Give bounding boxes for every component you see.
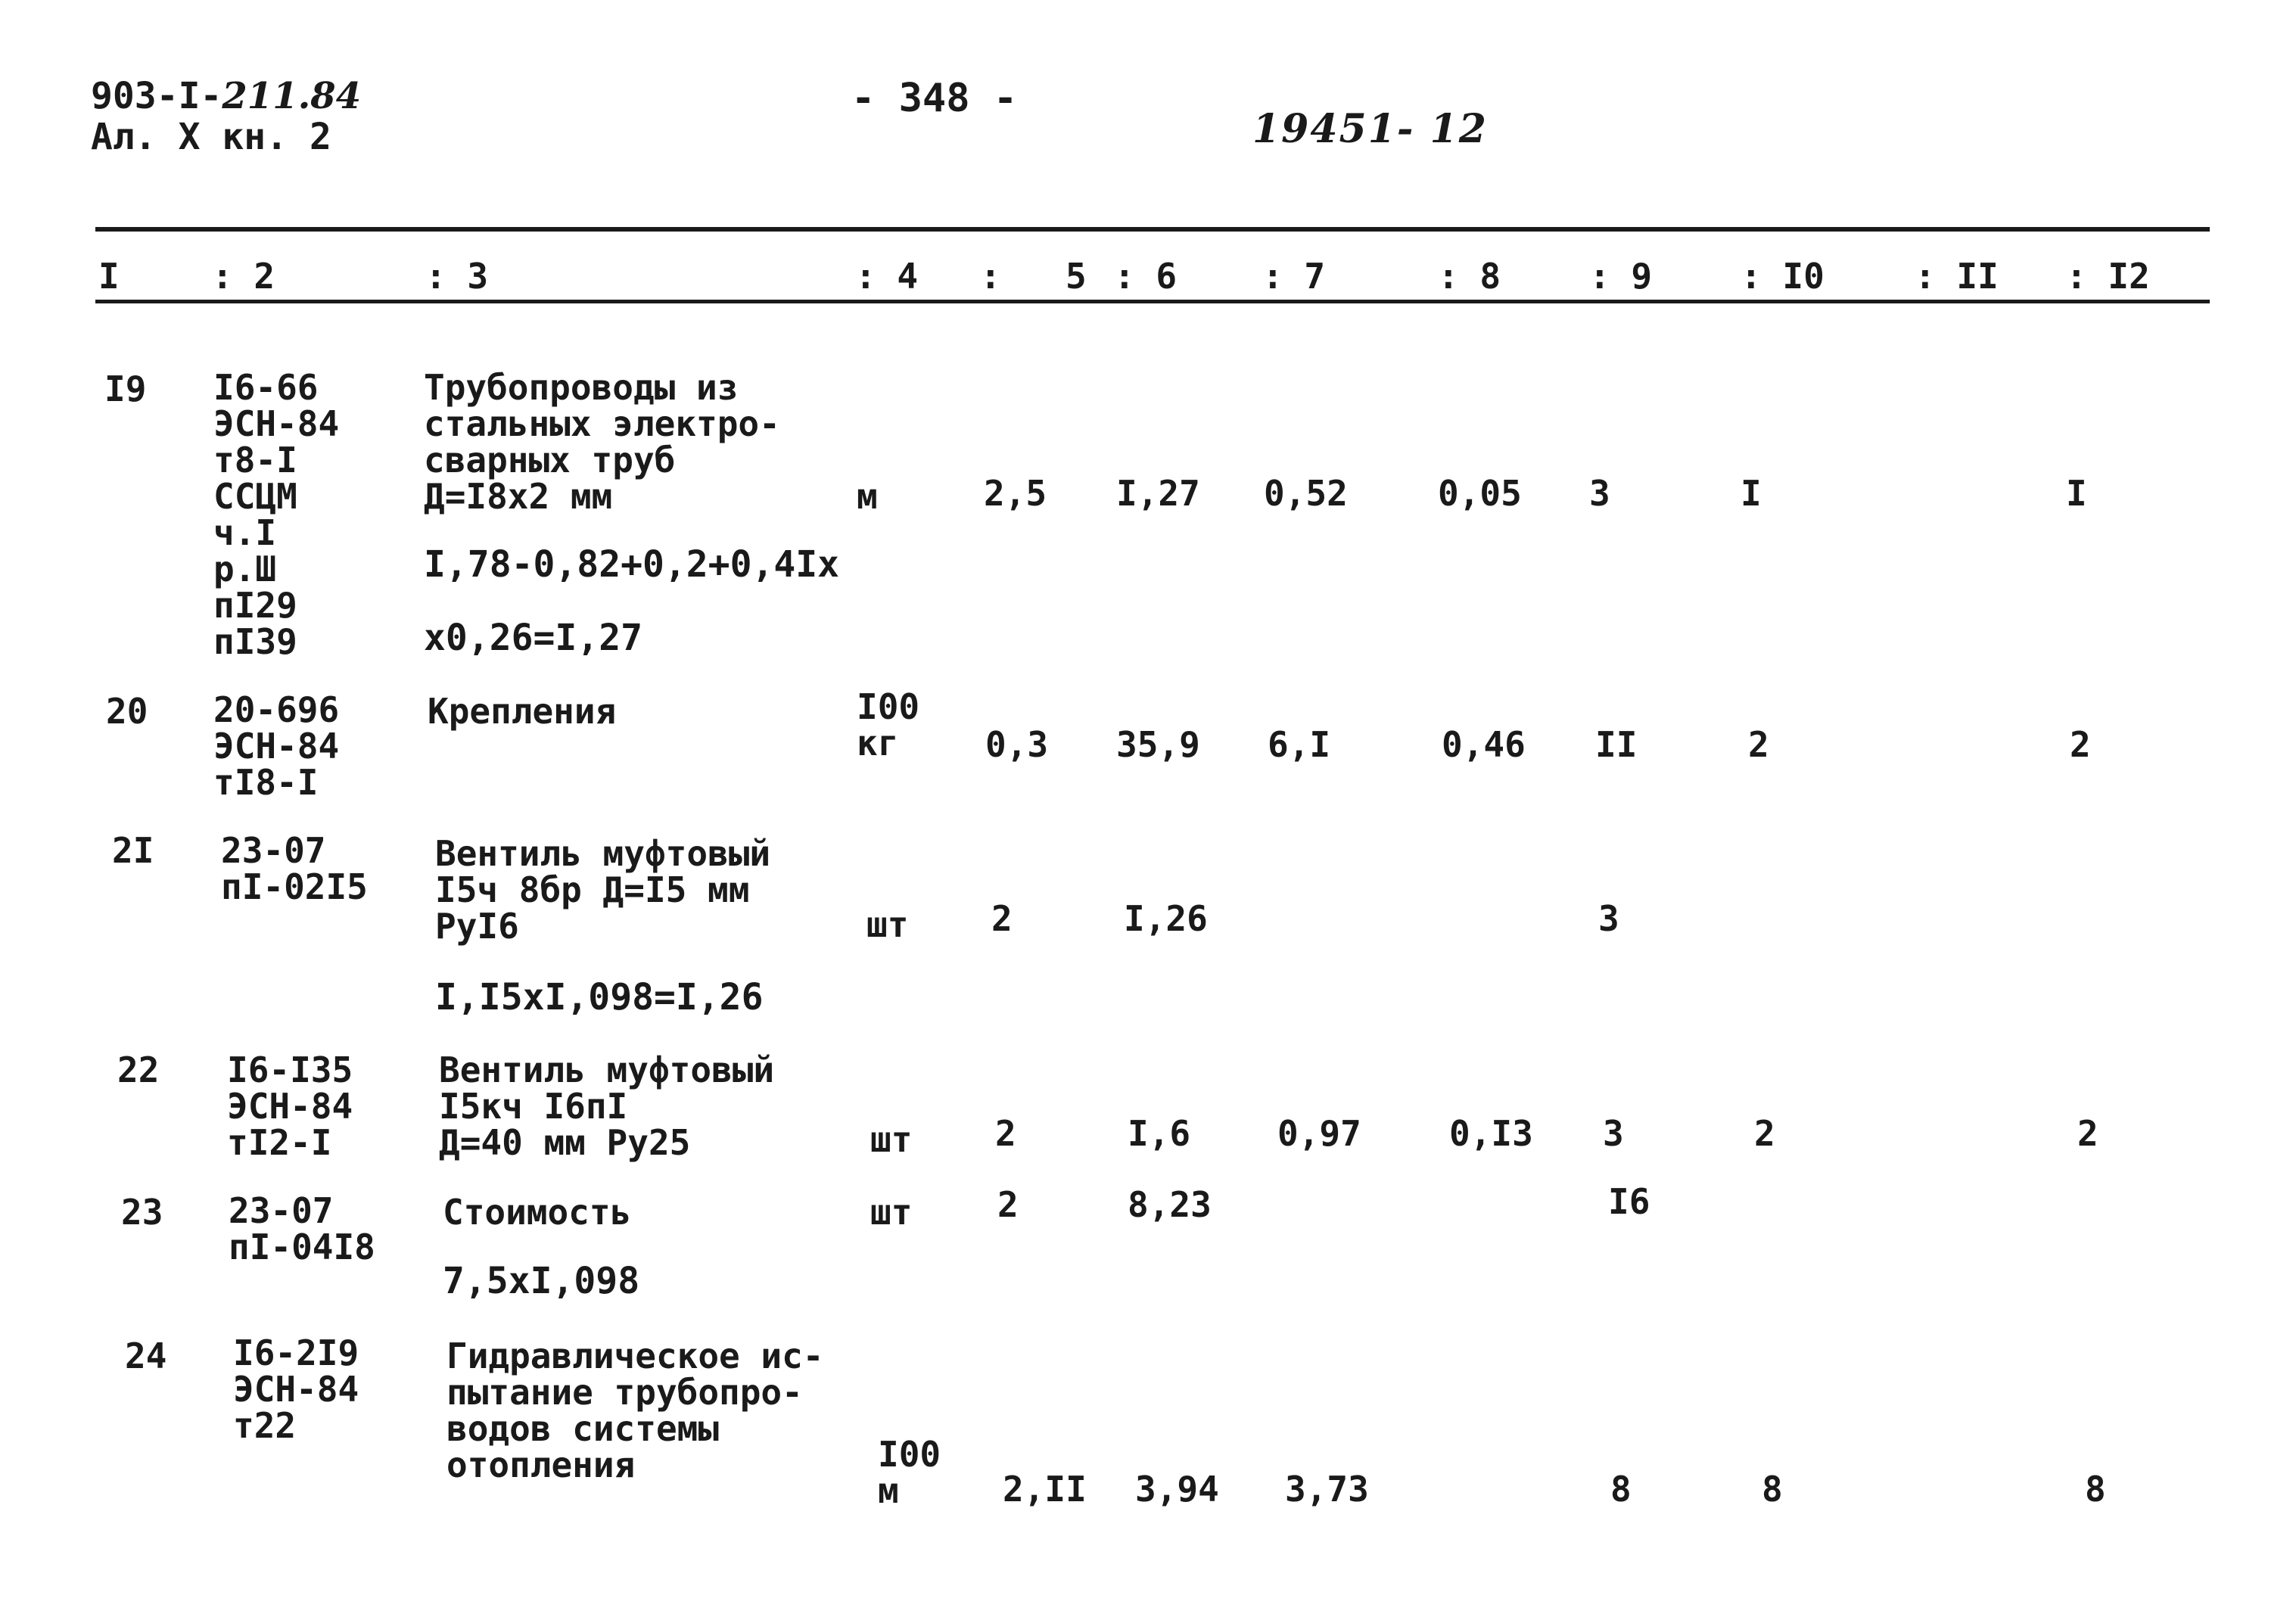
- row-unit: шт: [866, 904, 909, 945]
- row-col5: 2: [995, 1113, 1016, 1154]
- album-volume: Ал. X кн. 2: [91, 116, 331, 158]
- page-number: - 348 -: [851, 76, 1018, 121]
- row-col10: 2: [1748, 724, 1769, 765]
- col-header-sep: :: [980, 256, 1001, 297]
- row-unit: I00 м: [878, 1434, 941, 1511]
- row-num: 24: [125, 1336, 167, 1376]
- row-num: 2I: [112, 830, 154, 871]
- row-unit: шт: [870, 1192, 913, 1233]
- col-header-1: I: [98, 256, 120, 297]
- row-col10: 8: [1762, 1469, 1783, 1510]
- row-description: Гидравлическое ис- пытание трубопро- водов системы отопления: [446, 1336, 824, 1485]
- row-num: 22: [117, 1049, 160, 1090]
- row-col9: 3: [1589, 473, 1610, 514]
- row-num: 23: [121, 1192, 163, 1233]
- col-header-9: : 9: [1589, 256, 1653, 297]
- row-description: Вентиль муфтовый I5кч I6пI Д=40 мм Ру25: [439, 1049, 775, 1163]
- row-code: I6-I35 ЭСН-84 тI2-I: [227, 1049, 353, 1163]
- row-col7: 0,52: [1264, 473, 1348, 514]
- row-col12: I: [2066, 473, 2087, 514]
- row-col9: II: [1595, 724, 1638, 765]
- row-description: Крепления: [428, 691, 617, 732]
- code-handwritten: 211.84: [222, 75, 362, 117]
- row-code: I6-66 ЭСН-84 т8-I ССЦМ ч.I р.Ш пI29 пI39: [213, 367, 340, 662]
- col-header-6: : 6: [1114, 256, 1178, 297]
- row-code: 23-07 пI-04I8: [229, 1190, 375, 1267]
- row-col5: 2,5: [984, 473, 1047, 514]
- row-col12: 2: [2077, 1113, 2098, 1154]
- row-calculation: I,78-0,82+0,2+0,4Iх: [424, 543, 840, 586]
- row-col6: 3,94: [1135, 1469, 1219, 1510]
- row-unit: м: [857, 476, 878, 517]
- row-unit: шт: [870, 1119, 913, 1160]
- row-description: Вентиль муфтовый I5ч 8бр Д=I5 мм РуI6: [435, 833, 771, 947]
- table-header-rule: [95, 300, 2210, 303]
- row-col5: 2: [991, 898, 1013, 939]
- row-num: I9: [104, 368, 147, 409]
- row-col7: 6,I: [1268, 724, 1331, 765]
- row-description: Трубопроводы из стальных электро- сварных труб Д=I8х2 мм: [424, 367, 780, 517]
- row-col9: I6: [1608, 1181, 1650, 1222]
- row-col6: 8,23: [1128, 1184, 1212, 1225]
- row-col9: 3: [1603, 1113, 1624, 1154]
- row-col6: I,6: [1128, 1113, 1191, 1154]
- col-header-12: : I2: [2066, 256, 2150, 297]
- row-col6: I,26: [1124, 898, 1208, 939]
- col-header-4: : 4: [855, 256, 919, 297]
- col-header-2: : 2: [212, 256, 275, 297]
- row-col9: 3: [1598, 898, 1619, 939]
- row-col10: I: [1741, 473, 1762, 514]
- row-col8: 0,05: [1438, 473, 1522, 514]
- row-col9: 8: [1610, 1469, 1632, 1510]
- row-col8: 0,46: [1442, 724, 1526, 765]
- row-code: 23-07 пI-02I5: [221, 830, 368, 907]
- doc-number: 19451- 12: [1252, 106, 1488, 152]
- row-col12: 2: [2070, 724, 2091, 765]
- row-col5: 2: [997, 1184, 1019, 1225]
- col-header-7: : 7: [1262, 256, 1326, 297]
- col-header-5: 5: [1066, 256, 1087, 297]
- code-prefix: 903-I-: [91, 75, 222, 117]
- row-col8: 0,I3: [1449, 1113, 1533, 1154]
- row-col6: 35,9: [1116, 724, 1200, 765]
- col-header-10: : I0: [1741, 256, 1825, 297]
- table-top-rule: [95, 227, 2210, 232]
- col-header-11: : II: [1915, 256, 1999, 297]
- row-calculation: х0,26=I,27: [424, 617, 642, 659]
- row-unit: I00 кг: [857, 686, 920, 763]
- row-col5: 2,II: [1003, 1469, 1087, 1510]
- row-num: 20: [106, 691, 148, 732]
- row-code: I6-2I9 ЭСН-84 т22: [233, 1332, 359, 1446]
- row-col10: 2: [1754, 1113, 1775, 1154]
- row-col6: I,27: [1116, 473, 1200, 514]
- row-code: 20-696 ЭСН-84 тI8-I: [213, 689, 340, 803]
- row-col12: 8: [2085, 1469, 2106, 1510]
- col-header-3: : 3: [425, 256, 489, 297]
- row-description: Стоимость: [443, 1192, 632, 1233]
- document-code: [91, 76, 361, 157]
- row-calculation: I,I5хI,098=I,26: [435, 976, 764, 1018]
- row-col7: 3,73: [1285, 1469, 1369, 1510]
- row-col7: 0,97: [1277, 1113, 1361, 1154]
- row-col5: 0,3: [985, 724, 1049, 765]
- col-header-8: : 8: [1438, 256, 1501, 297]
- row-calculation: 7,5хI,098: [443, 1260, 640, 1302]
